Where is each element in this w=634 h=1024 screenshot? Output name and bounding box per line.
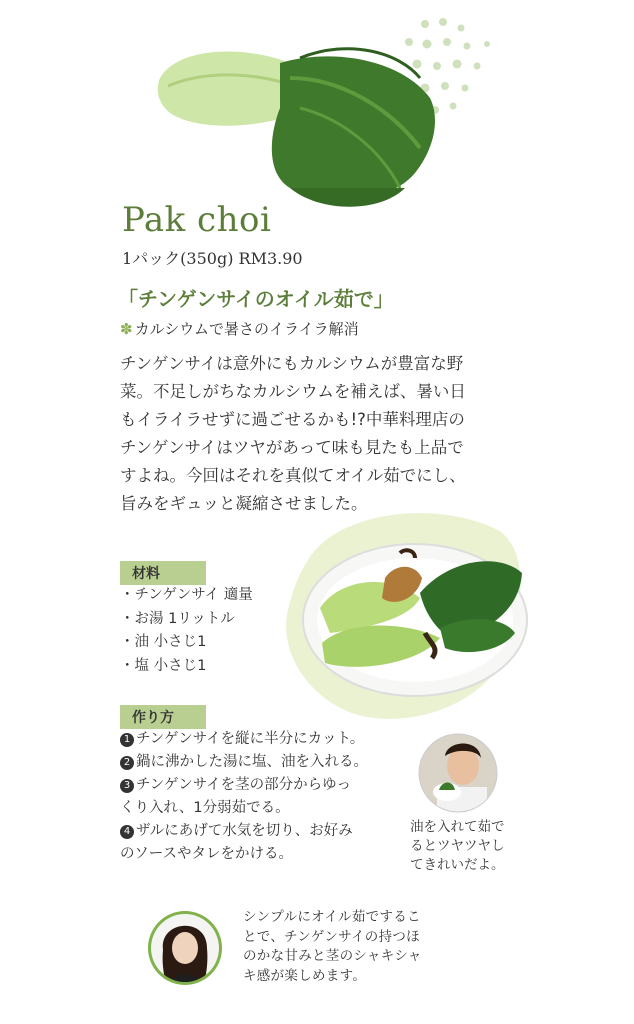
page-title: Pak choi — [122, 200, 272, 240]
author-comment-line: キ感が楽しめます。 — [243, 967, 367, 984]
step-item — [120, 820, 400, 843]
step-item — [120, 774, 400, 797]
flower-icon: ✽ — [120, 320, 133, 338]
child-photo — [417, 732, 499, 814]
author-comment-line: のかな甘みと茎のシャキシャ — [243, 948, 422, 964]
tagline — [120, 318, 359, 339]
step-number-badge: 1 — [120, 733, 134, 747]
child-comment-line: 油を入れて茹で — [410, 819, 505, 835]
step-text: 鍋に沸かした湯に塩、油を入れる。 — [136, 754, 368, 770]
step-item — [120, 728, 400, 751]
step-item — [120, 751, 400, 774]
step-text: チンゲンサイを茎の部分からゆっ — [136, 777, 352, 793]
step-number-badge: 4 — [120, 825, 134, 839]
dish-photo — [300, 538, 530, 698]
intro-line: もイライラせずに過ごせるかも!?中華料理店の — [120, 410, 465, 429]
ingredient-item: ・お湯 1リットル — [120, 610, 235, 627]
ingredients-label: 材料 — [120, 561, 206, 585]
author-comment-line: とで、チンゲンサイの持つほ — [243, 928, 420, 945]
ingredient-item: ・塩 小さじ1 — [120, 657, 207, 674]
pak-choi-image — [150, 38, 440, 218]
intro-line: すよね。今回はそれを真似てオイル茹でにし、 — [120, 466, 466, 485]
ingredient-item: ・油 小さじ1 — [120, 634, 207, 650]
intro-line: 旨みをギュッと凝縮させました。 — [120, 494, 368, 513]
ingredients-list — [120, 584, 253, 678]
author-comment-line: シンプルにオイル茹でするこ — [243, 909, 421, 925]
child-comment-line: てきれいだよ。 — [410, 857, 505, 873]
step-text-continued: くり入れ、1分弱茹でる。 — [120, 800, 290, 816]
intro-line: チンゲンサイは意外にもカルシウムが豊富な野 — [120, 354, 464, 373]
step-number-badge: 3 — [120, 779, 134, 793]
step-text: チンゲンサイを縦に半分にカット。 — [136, 731, 365, 747]
steps-list — [120, 728, 400, 866]
intro-paragraph — [120, 350, 515, 518]
tagline-text: カルシウムで暑さのイライラ解消 — [134, 320, 359, 338]
price-text: 1パック(350g) RM3.90 — [122, 249, 303, 268]
intro-line: チンゲンサイはツヤがあって味も見たも上品で — [120, 438, 464, 457]
intro-line: 菜。不足しがちなカルシウムを補えば、暑い日 — [120, 382, 466, 401]
step-text: ザルにあげて水気を切り、お好み — [136, 823, 353, 839]
recipe-subtitle: 「チンゲンサイのオイル茹で」 — [118, 287, 394, 311]
child-comment — [410, 818, 530, 875]
author-comment — [243, 908, 483, 986]
ingredient-item: ・チンゲンサイ 適量 — [120, 587, 253, 603]
step-number-badge: 2 — [120, 756, 134, 770]
child-comment-line: るとツヤツヤし — [410, 838, 505, 854]
steps-label: 作り方 — [120, 705, 206, 729]
step-text-continued: のソースやタレをかける。 — [120, 846, 293, 862]
author-photo — [147, 910, 223, 986]
